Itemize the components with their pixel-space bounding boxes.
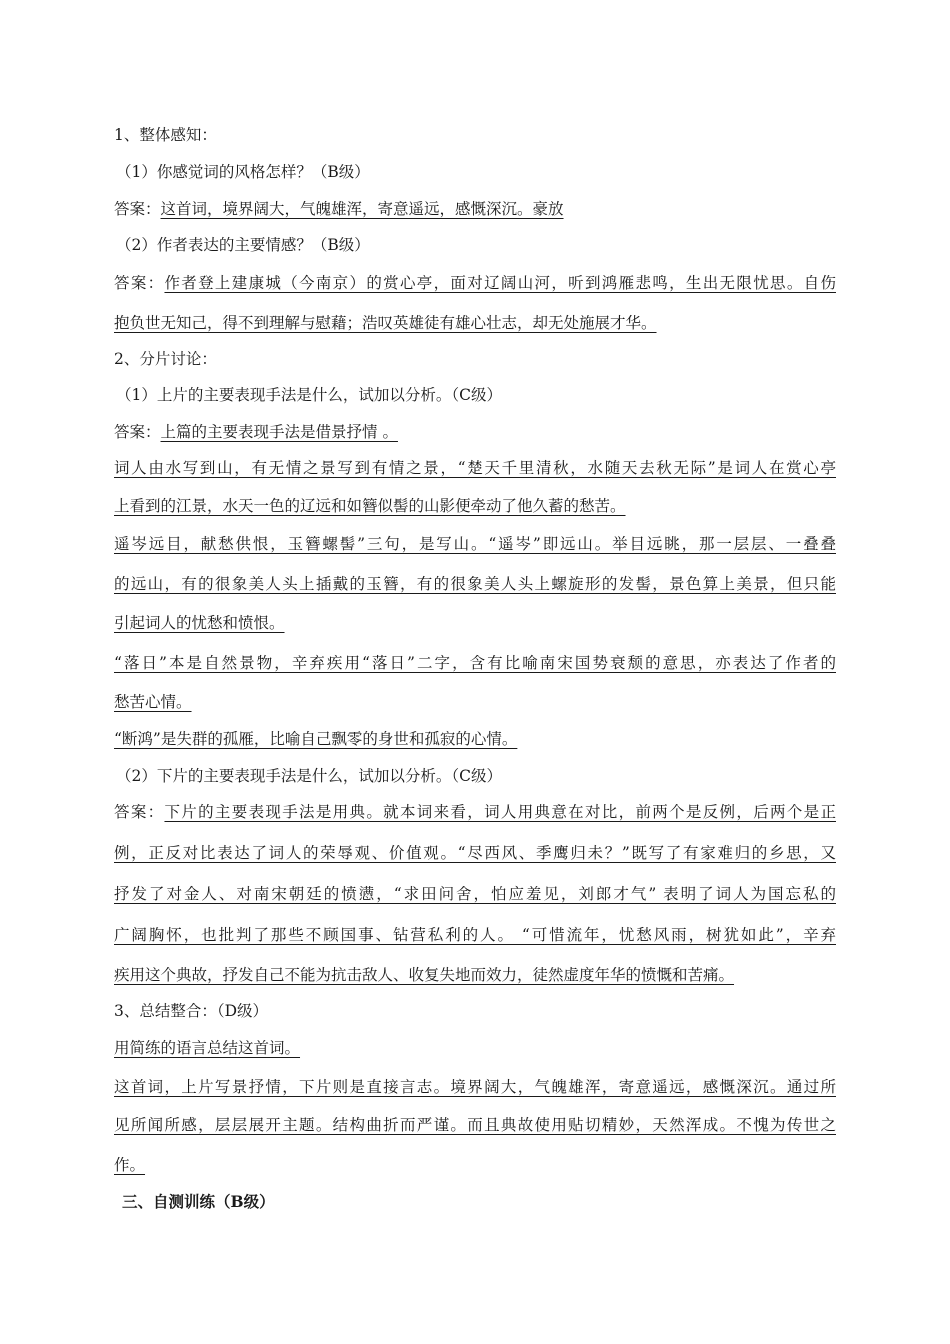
answer-3 xyxy=(114,421,398,443)
answer-4-line-4: 广阔胸怀，也批判了那些不顾国事、钻营私利的人。 “可惜流年，忧愁风雨，树犹如此”，辛弃 xyxy=(114,926,836,944)
section-3-heading: 3、总结整合：（D级） xyxy=(114,1002,269,1020)
answer-text: 这首词，境界阔大，气魄雄浑，寄意遥远，感慨深沉。豪放 xyxy=(160,200,564,218)
para-1-line-1: 词人由水写到山，有无情之景写到有情之景，“楚天千里清秋，水随天去秋无际”是词人在赏心亭 xyxy=(114,459,836,477)
question-1: （1）你感觉词的风格怎样？（B级） xyxy=(116,163,370,181)
answer-label: 答案： xyxy=(114,423,161,441)
answer-text: 下片的主要表现手法是用典。就本词来看，词人用典意在对比，前两个是反例，后两个是正 xyxy=(164,803,836,821)
answer-4-line-1 xyxy=(114,801,836,823)
para-2-line-1: 遥岑远目，献愁供恨，玉簪螺髻”三句，是写山。“遥岑”即远山。举目远眺，那一层层、一叠叠 xyxy=(114,535,836,553)
answer-text: 上篇的主要表现手法是借景抒情 。 xyxy=(160,423,398,441)
para-2-line-2: 的远山，有的很象美人头上插戴的玉簪，有的很象美人头上螺旋形的发髻，景色算上美景，但只能 xyxy=(114,575,836,593)
para-4-line-1: “断鸿”是失群的孤雁，比喻自己飘零的身世和孤寂的心情。 xyxy=(114,730,518,748)
question-2: （2）作者表达的主要情感？（B级） xyxy=(116,236,370,254)
answer-4-line-3: 抒发了对金人、对南宋朝廷的愤懑，“求田问舍，怕应羞见，刘郎才气” 表明了词人为国忘私的 xyxy=(114,885,836,903)
answer-2-line-2: 抱负世无知己，得不到理解与慰藉；浩叹英雄徒有雄心壮志，却无处施展才华。 xyxy=(114,314,657,332)
answer-4-line-5: 疾用这个典故，抒发自己不能为抗击敌人、收复失地而效力，徒然虚度年华的愤慨和苦痛。 xyxy=(114,966,735,984)
para-3-line-1: “落日”本是自然景物，辛弃疾用“落日”二字，含有比喻南宋国势衰颓的意思，亦表达了作者的 xyxy=(114,654,836,672)
summary-line-2: 见所闻所感，层层展开主题。结构曲折而严谨。而且典故使用贴切精妙，天然浑成。不愧为传世之 xyxy=(114,1116,836,1134)
para-1-line-2: 上看到的江景，水天一色的辽远和如簪似髻的山影便牵动了他久蓄的愁苦。 xyxy=(114,497,626,515)
summary-line-1: 这首词，上片写景抒情，下片则是直接言志。境界阔大，气魄雄浑，寄意遥远，感慨深沉。通过所 xyxy=(114,1078,836,1096)
section-2-heading: 2、分片讨论： xyxy=(114,350,217,368)
question-3: （1）上片的主要表现手法是什么，试加以分析。（C级） xyxy=(116,386,502,404)
answer-label: 答案： xyxy=(114,200,161,218)
question-4: （2）下片的主要表现手法是什么，试加以分析。（C级） xyxy=(116,767,502,785)
answer-2-line-1 xyxy=(114,272,836,294)
section-3-prompt: 用简练的语言总结这首词。 xyxy=(114,1039,301,1057)
para-3-line-2: 愁苦心情。 xyxy=(114,693,192,711)
answer-4-line-2: 例，正反对比表达了词人的荣辱观、价值观。“尽西风、季鹰归未？”既写了有家难归的乡思，又 xyxy=(114,844,836,862)
section-1-heading: 1、整体感知： xyxy=(114,126,217,144)
answer-1 xyxy=(114,198,564,220)
answer-label: 答案： xyxy=(114,803,165,821)
summary-line-3: 作。 xyxy=(114,1156,146,1174)
para-2-line-3: 引起词人的忧愁和愤恨。 xyxy=(114,614,285,632)
answer-label: 答案： xyxy=(114,274,165,292)
answer-text: 作者登上建康城（今南京）的赏心亭，面对辽阔山河，听到鸿雁悲鸣，生出无限忧思。自伤 xyxy=(164,274,836,292)
section-4-heading: 三、自测训练（B级） xyxy=(122,1192,275,1211)
